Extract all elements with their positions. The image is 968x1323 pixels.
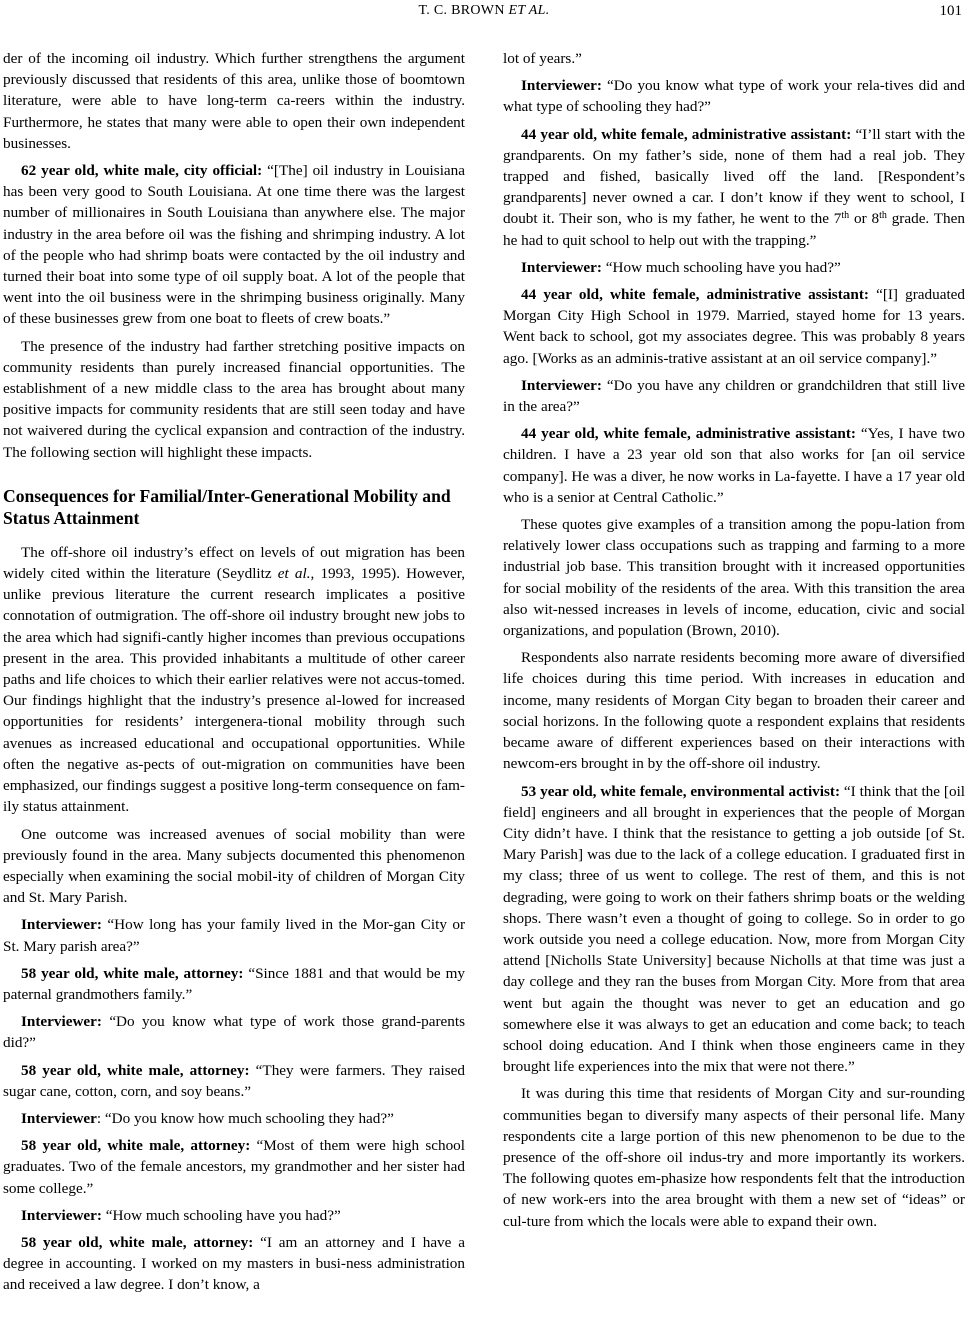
- paragraph-text: , 1993, 1995). However, unlike previous literature the current research implicates a positive connotation of outmigration. The off-shore oil industry brought new jobs to the area which had signifi-cantly higher incomes than previous occupations present in the area. This provided inhabitants a multitude of other career paths and life choices to which their earlier relatives were not accus-tomed. Our findings highlight that the industry’s presence al-lowed for increased opportunities for residents’ intergenera-tional mobility through such avenues as increased educational and occupational opportunities. While often the negative as-pects of out-migration on communities have been emphasized, our findings suggest a positive long-term consequence on fam-ily status attainment.: [3, 565, 465, 816]
- speaker-label: 44 year old, white female, administrative assistant:: [521, 425, 856, 443]
- answer-text: “They were farmers. They raised sugar cane, cotton, corn, and soy beans.”: [3, 1061, 465, 1100]
- question-text: : “Do you know how much schooling they had?”: [96, 1109, 394, 1127]
- paragraph: It was during this time that residents of Morgan City and sur-rounding communities began to diversify many aspects of their personal life. Many respondents cite a large portion of this new phenomenon to be due to the presence of the off-shore oil indus-try and more importantly its workers. The following quotes em-phasize how respondents felt that the introduction of new work-ers into the area brought with them a new set of “ideas” or cul-ture from which the locals were able to expand their own.: [503, 1085, 965, 1230]
- speaker-label: 58 year old, white male, attorney:: [21, 964, 244, 982]
- paragraph: These quotes give examples of a transition among the popu-lation from relatively lower class occupations such as trapping and farming to a more industrial job base. This transition brought with it increased opportunities for social mobility of the residents of the area. With this transition the area also wit-nessed increases in levels of income, education, civic and social organizations, and population (Brown, 2010).: [503, 516, 965, 640]
- speaker-label: 44 year old, white female, administrative assistant:: [521, 125, 852, 143]
- interview-question: [3, 1011, 465, 1053]
- interview-question: [503, 75, 965, 117]
- right-column: [503, 48, 965, 1238]
- interview-answer: [3, 1135, 465, 1199]
- paragraph: [3, 542, 465, 818]
- question-text: “How much schooling have you had?”: [601, 258, 841, 276]
- interview-question: [503, 257, 965, 278]
- speaker-label: 58 year old, white male, attorney:: [21, 1061, 250, 1079]
- speaker-label: 58 year old, white male, attorney:: [21, 1233, 254, 1251]
- answer-text: “Since 1881 and that would be my paternal grandmothers family.”: [3, 964, 465, 1003]
- quote-text: “I think that the [oil field] engineers and all brought in experiences that the people of Morgan City didn’t have. I think that the resistance to getting a job outside [of St. Mary Parish] was due to the lack of a college education. I graduated first in my class; three of us went to college. The rest of them, and this is not degrading, were going to work on their fathers shrimp boats or the welding shops. There wasn’t even a thought of going to college. So in order to go work outside you need a college education. Now, more from Morgan City attend [Nicholls State University] because Nicholls at that time was just a day college and they ran the buses from Morgan City. More from that area went but again the thought was never to get an education and go somewhere else it was always to get an education and come back; to teach school doing education. And I think when those engineers came in they brought life experiences into the mix that were not there.”: [503, 782, 966, 1076]
- paragraph: der of the incoming oil industry. Which further strengthens the argument previously discussed that residents of this area, unlike those of boomtown literature, were able to have long-term ca-reers within the industry. Furthermore, he states that many were able to open their own independent businesses.: [3, 50, 465, 152]
- paragraph-text: The off-shore oil industry’s effect on levels of out migration has been widely cited within the literature (Seydlitz: [3, 543, 465, 583]
- question-text: “How much schooling have you had?”: [101, 1206, 341, 1224]
- question-text: “How long has your family lived in the Mor-gan City or St. Mary parish area?”: [3, 916, 465, 955]
- speaker-label: Interviewer:: [521, 77, 602, 95]
- speaker-label: Interviewer:: [21, 916, 102, 934]
- interview-question: [3, 914, 465, 956]
- citation-etal: et al.: [277, 565, 311, 583]
- interview-question: [3, 1205, 465, 1226]
- paragraph: Respondents also narrate residents becoming more aware of diversified life choices during this time period. With increases in education and income, many residents of Morgan City began to broaden their career and social horizons. In the following quote a respondent explains that residents became aware of different experiences based on their interactions with newcom-ers brought in by the off-shore oil industry.: [503, 649, 965, 773]
- paragraph: One outcome was increased avenues of social mobility than were previously found in the area. Many subjects documented this phenomenon especially when examining the social mobil-ity of children of Morgan City and St. Mary Parish.: [3, 825, 465, 907]
- answer-text: “Yes, I have two children. I have a 23 year old son that also works for [an oil service company]. He was a diver, he now works in La-fayette. I have a 17 year old who is a senior at Central Catholic.”: [503, 425, 965, 506]
- left-column: [3, 48, 465, 1302]
- superscript: th: [879, 210, 887, 222]
- interview-answer: [503, 124, 965, 251]
- speaker-label: Interviewer:: [521, 258, 602, 276]
- speaker-label: Interviewer: [21, 1109, 97, 1127]
- superscript: th: [841, 210, 850, 222]
- speaker-label: Interviewer:: [21, 1013, 102, 1031]
- author-names: T. C. BROWN: [418, 3, 505, 18]
- answer-text: “I am an attorney and I have a degree in accounting. I worked on my masters in busi-ness administration and received a law degree. I don’t know, a: [3, 1233, 465, 1294]
- speaker-label: 58 year old, white male, attorney:: [21, 1137, 251, 1155]
- quote-paragraph: [503, 781, 965, 1078]
- interview-answer: [3, 1232, 465, 1296]
- answer-text: or 8: [849, 210, 880, 228]
- speaker-label: 44 year old, white female, administrative assistant:: [521, 286, 869, 304]
- interview-answer: [3, 963, 465, 1005]
- section-heading: Consequences for Familial/Inter-Generational Mobility and Status Attainment: [3, 485, 451, 528]
- interview-answer: [503, 423, 965, 508]
- quote-text: “[The] oil industry in Louisiana has been very good to South Louisiana. At one time there was the largest number of millionaires in South Louisiana than anywhere else. The major industry in the area before oil was the fishing and shrimping industry. A lot of the people who had shrimp boats were contacted by the oil industry and turned their boat into some type of oil supply boat. A lot of the people that went into the oil business were in the shrimping business originally. Many of these businesses grew from one boat to fleets of crew boats.”: [3, 162, 465, 328]
- question-text: “Do you know what type of work your rela-tives did and what type of schooling they had?”: [503, 77, 965, 116]
- page-number: 101: [939, 3, 962, 19]
- answer-text: “[I] graduated Morgan City High School in 1979. Married, stayed home for 13 years. Went back to school, got my associates degree. This was probably 8 years ago. [Works as an adminis-trative assistant at an oil service company].”: [503, 286, 965, 367]
- interview-question: [503, 375, 965, 417]
- interview-answer: [3, 1060, 465, 1102]
- question-text: “Do you have any children or grandchildren that still live in the area?”: [503, 376, 965, 416]
- answer-text: “Most of them were high school graduates. Two of the female ancestors, my grandmother and her sister had some college.”: [3, 1137, 465, 1197]
- question-text: “Do you know what type of work those grand-parents did?”: [3, 1013, 465, 1052]
- answer-text: grade. Then he had to quit school to help out with the trapping.”: [503, 210, 965, 249]
- paragraph: The presence of the industry had farther stretching positive impacts on community residents than purely increased financial opportunities. The establishment of a new middle class to the area has brought about many positive impacts for community residents that are still seen today and have not waivered during the cyclical expansion and contraction of the industry. The following section will highlight these impacts.: [3, 337, 465, 461]
- running-head: [0, 0, 968, 24]
- interview-question: [3, 1108, 465, 1129]
- interview-answer: [503, 284, 965, 369]
- author-etal: ET AL.: [508, 3, 550, 18]
- speaker-label: 53 year old, white female, environmental activist:: [521, 782, 841, 800]
- speaker-label: 62 year old, white male, city official:: [21, 162, 263, 180]
- speaker-label: Interviewer:: [521, 376, 602, 394]
- speaker-label: Interviewer:: [21, 1206, 102, 1224]
- answer-text: “I’ll start with the grandparents. On my father’s side, none of them had a real job. They trapped and fished, basically lived off the land. [Respondent’s grandparents] never owned a car. I don’t know if they went to school, I doubt it. Their son, who is my father, he went to the 7: [503, 125, 965, 228]
- running-head-authors: [0, 0, 968, 22]
- paragraph: lot of years.”: [503, 50, 582, 67]
- quote-paragraph: [3, 160, 465, 330]
